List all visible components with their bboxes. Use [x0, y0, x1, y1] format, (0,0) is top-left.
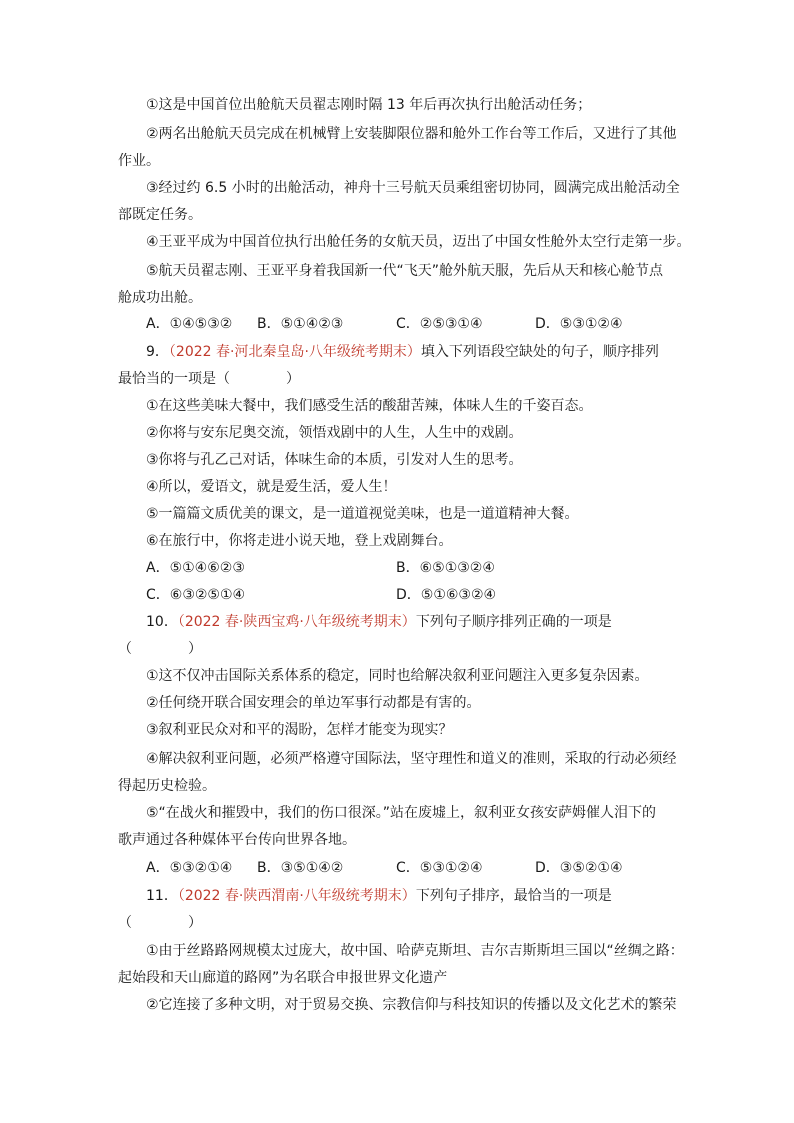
q10-item-1: ①这不仅冲击国际关系体系的稳定，同时也给解决叙利亚问题注入更多复杂因素。 — [146, 668, 649, 684]
question-number: 10． — [146, 614, 178, 630]
question-number: 11． — [146, 888, 178, 904]
q10-item-3: ③叙利亚民众对和平的渴盼，怎样才能变为现实？ — [146, 722, 453, 738]
q9-option-c[interactable]: C．⑥③②⑤①④ — [146, 587, 246, 603]
item-3: ③经过约 6.5 小时的出舱活动，神舟十三号航天员乘组密切协同，圆满完成出舱活动全 — [146, 180, 680, 196]
q11-item-2: ②它连接了多种文明，对于贸易交换、宗教信仰与科技知识的传播以及文化艺术的繁荣 — [146, 997, 677, 1013]
question-10-stem-cont: （ ） — [118, 641, 202, 657]
question-9-stem — [146, 342, 659, 362]
question-text: 下列句子排序，最恰当的一项是 — [415, 888, 612, 904]
item-5-cont: 舱成功出舱。 — [118, 290, 202, 306]
q9-item-5: ⑤一篇篇文质优美的课文，是一道道视觉美味，也是一道道精神大餐。 — [146, 506, 579, 522]
item-2: ②两名出舱航天员完成在机械臂上安装脚限位器和舱外工作台等工作后，又进行了其他 — [146, 126, 677, 142]
question-11-stem — [146, 886, 612, 906]
question-source: （2022 春·陕西宝鸡·八年级统考期末） — [177, 614, 416, 630]
q10-option-c[interactable]: C．⑤③①②④ — [396, 860, 483, 876]
item-4: ④王亚平成为中国首位执行出舱任务的女航天员，迈出了中国女性舱外太空行走第一步。 — [146, 234, 691, 250]
item-2-cont: 作业。 — [118, 153, 160, 169]
item-1: ①这是中国首位出舱航天员翟志刚时隔 13 年后再次执行出舱活动任务； — [146, 97, 592, 113]
q10-item-5-cont: 歌声通过各种媒体平台传向世界各地。 — [118, 832, 356, 848]
question-9-stem-cont: 最恰当的一项是（ ） — [118, 371, 300, 387]
q11-item-1-cont: 起始段和天山廊道的路网”为名联合申报世界文化遗产 — [118, 970, 448, 986]
question-source: （2022 春·河北秦皇岛·八年级统考期末） — [168, 344, 421, 360]
item-3-cont: 部既定任务。 — [118, 207, 202, 223]
option-c[interactable]: C．②⑤③①④ — [396, 316, 483, 332]
question-text: 下列句子顺序排列正确的一项是 — [415, 614, 612, 630]
question-text: 填入下列语段空缺处的句子，顺序排列 — [420, 344, 659, 360]
option-a[interactable]: A．①④⑤③② — [146, 316, 233, 332]
q9-item-6: ⑥在旅行中，你将走进小说天地，登上戏剧舞台。 — [146, 533, 453, 549]
q10-item-2: ②任何绕开联合国安理会的单边军事行动都是有害的。 — [146, 695, 481, 711]
q9-option-b[interactable]: B．⑥⑤①③②④ — [396, 560, 495, 576]
q10-item-4: ④解决叙利亚问题，必须严格遵守国际法，坚守理性和道义的准则，采取的行动必须经 — [146, 751, 677, 767]
q10-option-a[interactable]: A．⑤③②①④ — [146, 860, 233, 876]
q9-item-1: ①在这些美味大餐中，我们感受生活的酸甜苦辣，体味人生的千姿百态。 — [146, 398, 593, 414]
q9-option-d[interactable]: D．⑤①⑥③②④ — [396, 587, 497, 603]
question-source: （2022 春·陕西渭南·八年级统考期末） — [177, 888, 416, 904]
q9-item-4: ④所以，爱语文，就是爱生活，爱人生！ — [146, 479, 397, 495]
q11-item-1: ①由于丝路路网规模太过庞大，故中国、哈萨克斯坦、吉尔吉斯斯坦三国以“丝绸之路： — [146, 943, 684, 959]
q9-item-3: ③你将与孔乙己对话，体味生命的本质，引发对人生的思考。 — [146, 452, 523, 468]
question-11-stem-cont: （ ） — [118, 915, 202, 931]
option-d[interactable]: D．⑤③①②④ — [535, 316, 623, 332]
q10-option-d[interactable]: D．③⑤②①④ — [535, 860, 623, 876]
q9-option-a[interactable]: A．⑤①④⑥②③ — [146, 560, 245, 576]
q10-item-5: ⑤“在战火和摧毁中，我们的伤口很深。”站在废墟上，叙利亚女孩安萨姆催人泪下的 — [146, 805, 657, 821]
option-b[interactable]: B．⑤①④②③ — [257, 316, 344, 332]
question-number: 9． — [146, 344, 169, 360]
q9-item-2: ②你将与安东尼奥交流，领悟戏剧中的人生，人生中的戏剧。 — [146, 425, 523, 441]
q10-option-b[interactable]: B．③⑤①④② — [257, 860, 344, 876]
q10-item-4-cont: 得起历史检验。 — [118, 778, 216, 794]
question-10-stem — [146, 612, 612, 632]
item-5: ⑤航天员翟志刚、王亚平身着我国新一代“飞天”舱外航天服，先后从天和核心舱节点 — [146, 263, 664, 279]
